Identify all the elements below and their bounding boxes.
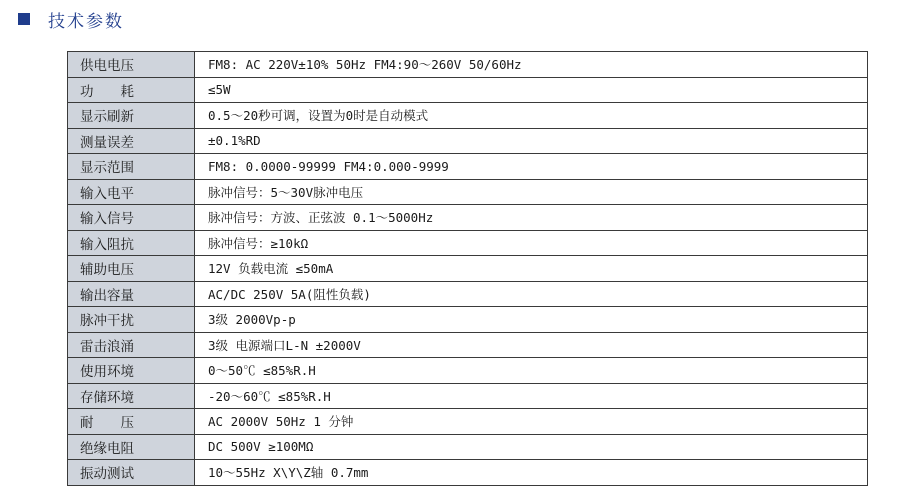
- table-row: [68, 460, 868, 486]
- table-row: [68, 409, 868, 435]
- row-label: 振动测试: [68, 460, 195, 486]
- table-row: [68, 179, 868, 205]
- row-value: 0～50℃ ≤85%R.H: [195, 358, 868, 384]
- row-label: 供电电压: [68, 52, 195, 78]
- table-row: [68, 434, 868, 460]
- row-label: 显示刷新: [68, 103, 195, 129]
- row-value: 3级 2000Vp-p: [195, 307, 868, 333]
- row-value: ≤5W: [195, 77, 868, 103]
- spec-table: [67, 51, 868, 486]
- row-label: 输入电平: [68, 179, 195, 205]
- row-label: 脉冲干扰: [68, 307, 195, 333]
- row-value: FM8: 0.0000-99999 FM4:0.000-9999: [195, 154, 868, 180]
- table-row: [68, 358, 868, 384]
- row-label: 输入信号: [68, 205, 195, 231]
- table-row: [68, 332, 868, 358]
- row-label: 辅助电压: [68, 256, 195, 282]
- table-row: [68, 205, 868, 231]
- row-label: 雷击浪涌: [68, 332, 195, 358]
- row-value: 3级 电源端口L-N ±2000V: [195, 332, 868, 358]
- row-value: AC/DC 250V 5A(阻性负载): [195, 281, 868, 307]
- row-value: 10～55Hz X\Y\Z轴 0.7mm: [195, 460, 868, 486]
- row-label: 存储环境: [68, 383, 195, 409]
- row-label: 绝缘电阻: [68, 434, 195, 460]
- table-row: [68, 52, 868, 78]
- table-row: [68, 383, 868, 409]
- row-label: 输入阻抗: [68, 230, 195, 256]
- row-label: 测量误差: [68, 128, 195, 154]
- row-value: 脉冲信号：5～30V脉冲电压: [195, 179, 868, 205]
- row-label: 使用环境: [68, 358, 195, 384]
- row-value: 脉冲信号：方波、正弦波 0.1～5000Hz: [195, 205, 868, 231]
- section-title: 技术参数: [48, 11, 124, 32]
- row-value: 12V 负载电流 ≤50mA: [195, 256, 868, 282]
- table-row: [68, 103, 868, 129]
- table-row: [68, 128, 868, 154]
- row-label: 功 耗: [68, 77, 195, 103]
- row-value: -20～60℃ ≤85%R.H: [195, 383, 868, 409]
- row-label: 显示范围: [68, 154, 195, 180]
- row-value: 0.5～20秒可调，设置为0时是自动模式: [195, 103, 868, 129]
- row-value: AC 2000V 50Hz 1 分钟: [195, 409, 868, 435]
- table-row: [68, 154, 868, 180]
- table-row: [68, 230, 868, 256]
- table-row: [68, 307, 868, 333]
- row-label: 耐 压: [68, 409, 195, 435]
- row-value: ±0.1%RD: [195, 128, 868, 154]
- row-value: 脉冲信号：≥10kΩ: [195, 230, 868, 256]
- square-bullet-icon: [18, 13, 30, 25]
- table-row: [68, 281, 868, 307]
- row-value: FM8: AC 220V±10% 50Hz FM4:90～260V 50/60Hz: [195, 52, 868, 78]
- row-value: DC 500V ≥100MΩ: [195, 434, 868, 460]
- row-label: 输出容量: [68, 281, 195, 307]
- section-header: [18, 8, 124, 30]
- table-row: [68, 256, 868, 282]
- table-row: [68, 77, 868, 103]
